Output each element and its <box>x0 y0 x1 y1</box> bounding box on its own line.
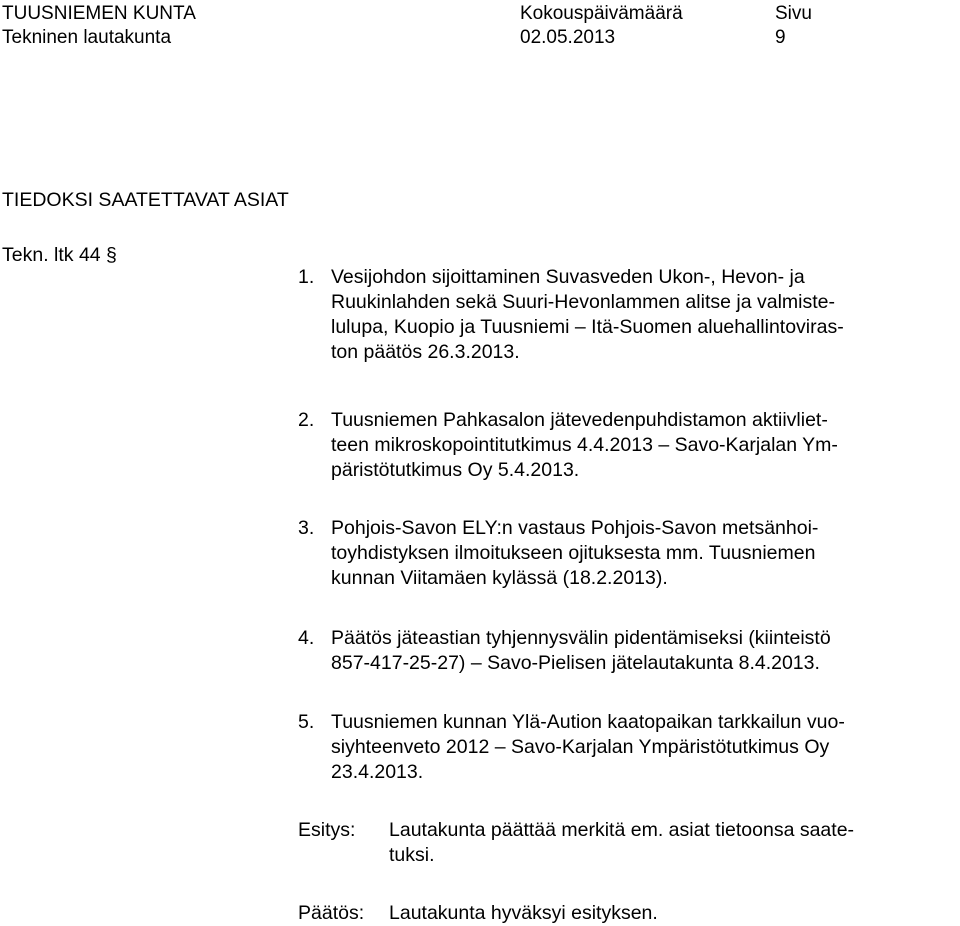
item-number: 5. <box>298 711 315 733</box>
page-label: Sivu <box>775 3 812 24</box>
proposal-label: Esitys: <box>298 819 356 841</box>
item-number: 1. <box>298 266 315 288</box>
item-text: Pohjois-Savon ELY:n vastaus Pohjois-Savon metsänhoi- toyhdistyksen ilmoitukseen ojituksesta mm. Tuusniemen kunnan Viitamäen kylässä (18.2.2013). <box>331 517 819 589</box>
item-number: 2. <box>298 409 315 431</box>
board-name: Tekninen lautakunta <box>2 27 172 48</box>
item-text: Vesijohdon sijoittaminen Suvasveden Ukon-, Hevon- ja Ruukinlahden sekä Suuri-Hevonlammen alitse ja valmiste- lulupa, Kuopio ja Tuusniemi – Itä-Suomen aluehallintoviras- ton päätös 26.3.2013. <box>331 266 844 363</box>
item-text: Tuusniemen kunnan Ylä-Aution kaatopaikan tarkkailun vuo- siyhteenveto 2012 – Savo-Karjalan Ympäristötutkimus Oy 23.4.2013. <box>331 711 845 783</box>
section-title: TIEDOKSI SAATETTAVAT ASIAT <box>2 189 289 211</box>
page-number: 9 <box>775 27 786 48</box>
item-number: 4. <box>298 627 315 649</box>
meeting-date: 02.05.2013 <box>520 27 616 48</box>
date-label: Kokouspäivämäärä <box>520 3 683 24</box>
item-text: Tuusniemen Pahkasalon jätevedenpuhdistamon aktiivliet- teen mikroskopointitutkimus 4.4.2013 – Savo-Karjalan Ym- päristötutkimus Oy 5.4.2013. <box>331 409 838 481</box>
decision-text: Lautakunta hyväksyi esityksen. <box>389 902 658 924</box>
org-name: TUUSNIEMEN KUNTA <box>2 3 196 24</box>
section-reference: Tekn. ltk 44 § <box>2 244 117 266</box>
proposal-text: Lautakunta päättää merkitä em. asiat tietoonsa saate- tuksi. <box>389 819 855 866</box>
item-number: 3. <box>298 517 315 539</box>
item-text: Päätös jäteastian tyhjennysvälin pidentämiseksi (kiinteistö 857-417-25-27) – Savo-Pielisen jätelautakunta 8.4.2013. <box>331 627 831 674</box>
decision-label: Päätös: <box>298 902 365 924</box>
